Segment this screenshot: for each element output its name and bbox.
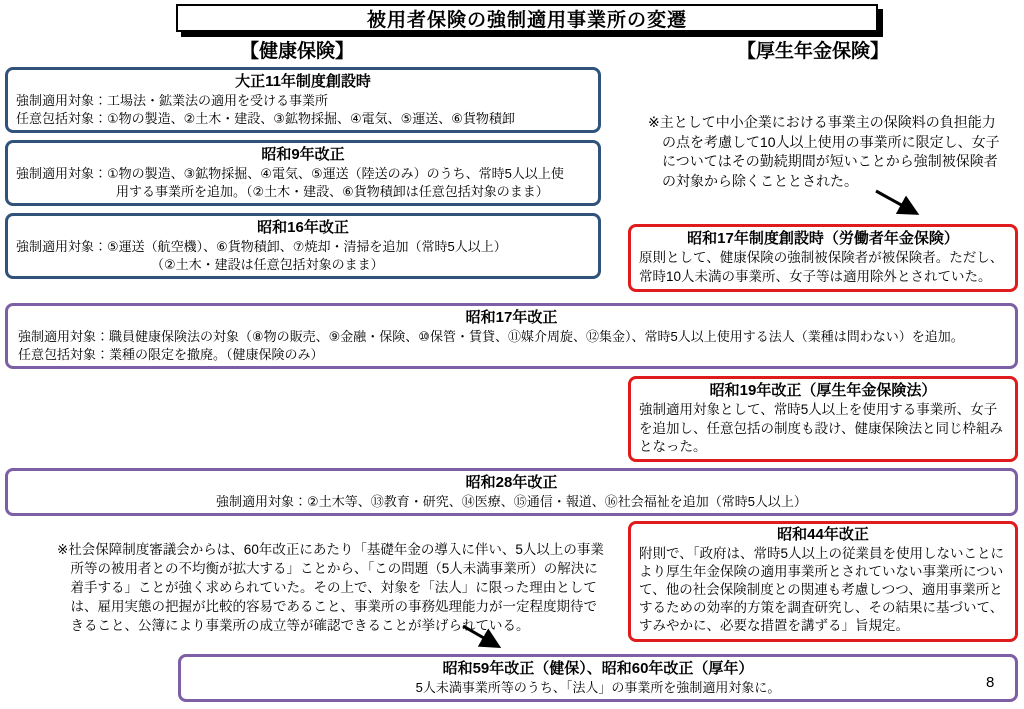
box-showa9-line2: 用する事業所を追加。（②土木・建設、⑥貨物積卸は任意包括対象のまま） xyxy=(116,184,549,199)
box-showa44-title: 昭和44年改正 xyxy=(777,526,869,543)
box-taisho11-line2: 任意包括対象：①物の製造、②土木・建設、③鉱物採掘、④電気、⑤運送、⑥貨物積卸 xyxy=(16,111,515,126)
box-showa9-amendment xyxy=(5,140,601,206)
arrow-down-right-icon xyxy=(868,186,930,222)
box-showa28-body: 強制適用対象：②土木等、⑬教育・研究、⑭医療、⑮通信・報道、⑯社会福祉を追加（常時5人以上） xyxy=(216,494,807,509)
arrow-down-right-icon xyxy=(456,621,512,655)
column-header-kenpo: 【健康保険】 xyxy=(240,41,355,62)
box-showa17-founding-body: 原則として、健康保険の強制被保険者が被保険者。ただし、常時10人未満の事業所、女子等は適用除外とされていた。 xyxy=(639,250,1004,284)
box-showa17-founding-title: 昭和17年制度創設時（労働者年金保険） xyxy=(687,230,959,247)
box-showa59-60-body: 5人未満事業所等のうち、「法人」の事業所を強制適用対象に。 xyxy=(415,680,781,695)
box-taisho11-founding xyxy=(5,67,601,133)
box-showa16-line2: （②土木・建設は任意包括対象のまま） xyxy=(151,257,384,272)
box-showa16-amendment xyxy=(5,213,601,279)
box-showa44-amendment xyxy=(628,521,1018,642)
box-showa28-amendment xyxy=(5,468,1018,516)
box-showa17-amendment xyxy=(5,303,1018,369)
shingikai-note: ※社会保障制度審議会からは、60年改正にあたり「基礎年金の導入に伴い、5人以上の事業所等の被用者との不均衡が拡大する」ことから、「この問題（5人未満事業所）の解決に着手する」ことが強く求められていた。その上で、対象を「法人」に限った理由としては、雇用実態の把握が比較的容易であること、事業所の事務処理能力が一定程度期待できること、公簿により事業所の成立等が確認できることが挙げられている。 xyxy=(57,542,604,633)
box-showa17-founding xyxy=(628,224,1018,292)
box-showa17-title: 昭和17年改正 xyxy=(465,309,558,326)
box-showa19-amendment xyxy=(628,376,1018,462)
box-showa28-title: 昭和28年改正 xyxy=(465,474,558,491)
box-showa44-body: 附則で、「政府は、常時5人以上の従業員を使用しないことにより厚生年金保険の適用事業所とされていない事業所について、他の社会保険制度との関連も考慮しつつ、適用事業所とするための効率的方策を調査研究し、その結果に基づいて、すみやかに、必要な措置を講ずる」旨規定。 xyxy=(639,546,1004,633)
box-taisho11-line1: 強制適用対象：工場法・鉱業法の適用を受ける事業所 xyxy=(16,93,329,108)
box-showa17-line1: 強制適用対象：職員健康保険法の対象（⑧物の販売、⑨金融・保険、⑩保管・賃貸、⑪媒介周旋、⑫集金）、常時5人以上使用する法人（業種は問わない）を追加。 xyxy=(18,329,964,344)
box-showa19-body: 強制適用対象として、常時5人以上を使用する事業所、女子を追加し、任意包括の制度も設け、健康保険法と同じ枠組みとなった。 xyxy=(639,402,1003,454)
page-title xyxy=(176,4,878,32)
box-showa59-60-amendment xyxy=(178,654,1018,702)
page-number: 8 xyxy=(986,674,995,691)
box-showa16-line1: 強制適用対象：⑤運送（航空機）、⑥貨物積卸、⑦焼却・清掃を追加（常時5人以上） xyxy=(16,239,507,254)
page-title-text: 被用者保険の強制適用事業所の変遷 xyxy=(366,9,687,31)
box-showa16-title: 昭和16年改正 xyxy=(257,219,349,236)
box-showa9-line1: 強制適用対象：①物の製造、③鉱物採掘、④電気、⑤運送（陸送のみ）のうち、常時5人以上使 xyxy=(16,166,564,181)
column-header-kosei: 【厚生年金保険】 xyxy=(737,41,890,62)
box-showa19-title: 昭和19年改正（厚生年金保険法） xyxy=(709,382,937,399)
kosei-limitation-note: ※主として中小企業における事業主の保険料の負担能力の点を考慮して10人以上使用の事業所に限定し、女子についてはその勤続期間が短いことから強制被保険者の対象から除くこととされた。 xyxy=(648,114,1000,189)
box-showa9-title: 昭和9年改正 xyxy=(261,146,345,163)
box-showa17-line2: 任意包括対象：業種の限定を撤廃。（健康保険のみ） xyxy=(18,347,324,362)
box-taisho11-title: 大正11年制度創設時 xyxy=(235,73,371,90)
box-showa59-60-title: 昭和59年改正（健保）、昭和60年改正（厚年） xyxy=(442,660,754,677)
